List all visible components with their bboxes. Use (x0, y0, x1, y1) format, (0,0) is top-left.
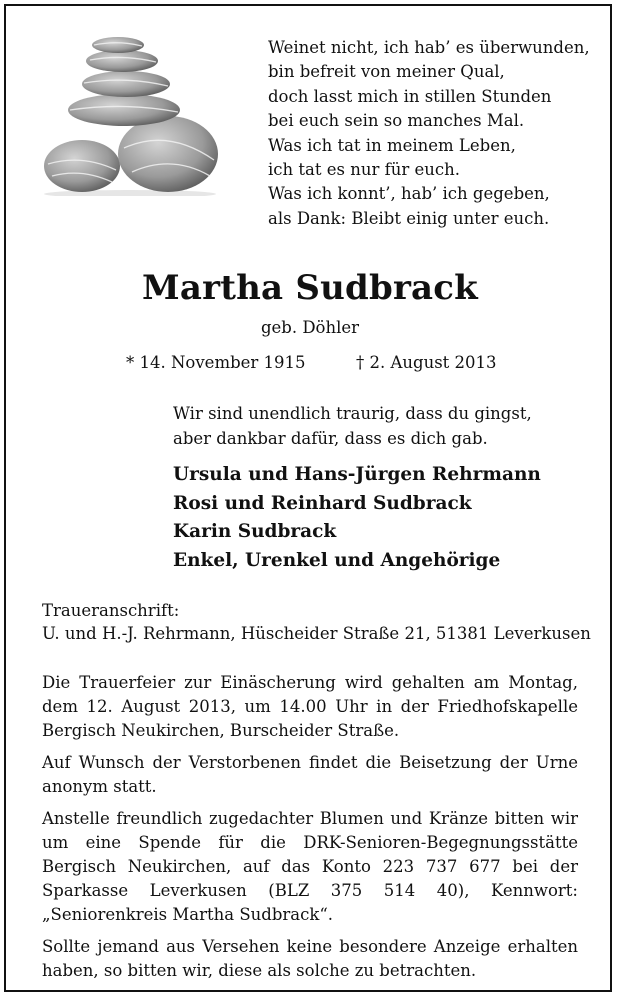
notice-paragraph: Die Trauerfeier zur Einäscherung wird gehalten am Montag, dem 12. August 2013, um 14.00 Uhr in der Friedhofskapelle Bergisch Neukirchen, Burscheider Straße. (42, 673, 578, 740)
death-date: † 2. August 2013 (356, 353, 497, 372)
maiden-name: geb. Döhler (260, 318, 360, 337)
deceased-name: Martha Sudbrack (142, 268, 478, 308)
mourner: Karin Sudbrack (173, 521, 337, 542)
mourner: Rosi und Reinhard Sudbrack (173, 492, 472, 514)
birth-date: * 14. November 1915 (126, 353, 306, 372)
poem-line: Was ich tat in meinem Leben, (268, 135, 516, 155)
notice-paragraph: Auf Wunsch der Verstorbenen findet die Beisetzung der Urne anonym statt. (42, 753, 578, 796)
poem-line: bin befreit von meiner Qual, (268, 62, 505, 82)
motto-line: Wir sind unendlich traurig, dass du gingst, (173, 404, 532, 423)
poem-line: doch lasst mich in stillen Stunden (268, 86, 552, 106)
address-label: Traueranschrift: (42, 601, 180, 620)
notices (42, 671, 578, 991)
poem-line: als Dank: Bleibt einig unter euch. (268, 208, 550, 228)
notice-paragraph: Sollte jemand aus Versehen keine besondere Anzeige erhalten haben, so bitten wir, diese als solche zu betrachten. (42, 937, 578, 980)
poem (268, 36, 598, 231)
motto (173, 401, 532, 451)
mourning-address: U. und H.-J. Rehrmann, Hüscheider Straße 21, 51381 Leverkusen (42, 624, 591, 643)
mourner: Ursula und Hans-Jürgen Rehrmann (173, 464, 541, 485)
poem-line: Was ich konnt’, hab’ ich gegeben, (268, 184, 550, 204)
poem-line: bei euch sein so manches Mal. (268, 111, 525, 131)
poem-line: Weinet nicht, ich hab’ es überwunden, (268, 38, 590, 57)
mourners-list (173, 461, 541, 575)
poem-line: ich tat es nur für euch. (268, 160, 460, 180)
motto-line: aber dankbar dafür, dass es dich gab. (173, 429, 488, 448)
notice-paragraph: Anstelle freundlich zugedachter Blumen und Kränze bitten wir um eine Spende für die DRK-Senioren-Begegnungsstätte Bergisch Neukirchen, auf das Konto 223 737 677 bei der Sparkasse Leverkusen (BLZ 375 514 40), Kennwort: „Seniorenkreis Martha Sudbrack“. (42, 809, 578, 924)
mourner: Enkel, Urenkel und Angehörige (173, 549, 501, 571)
stacked-stones-image (42, 36, 220, 196)
